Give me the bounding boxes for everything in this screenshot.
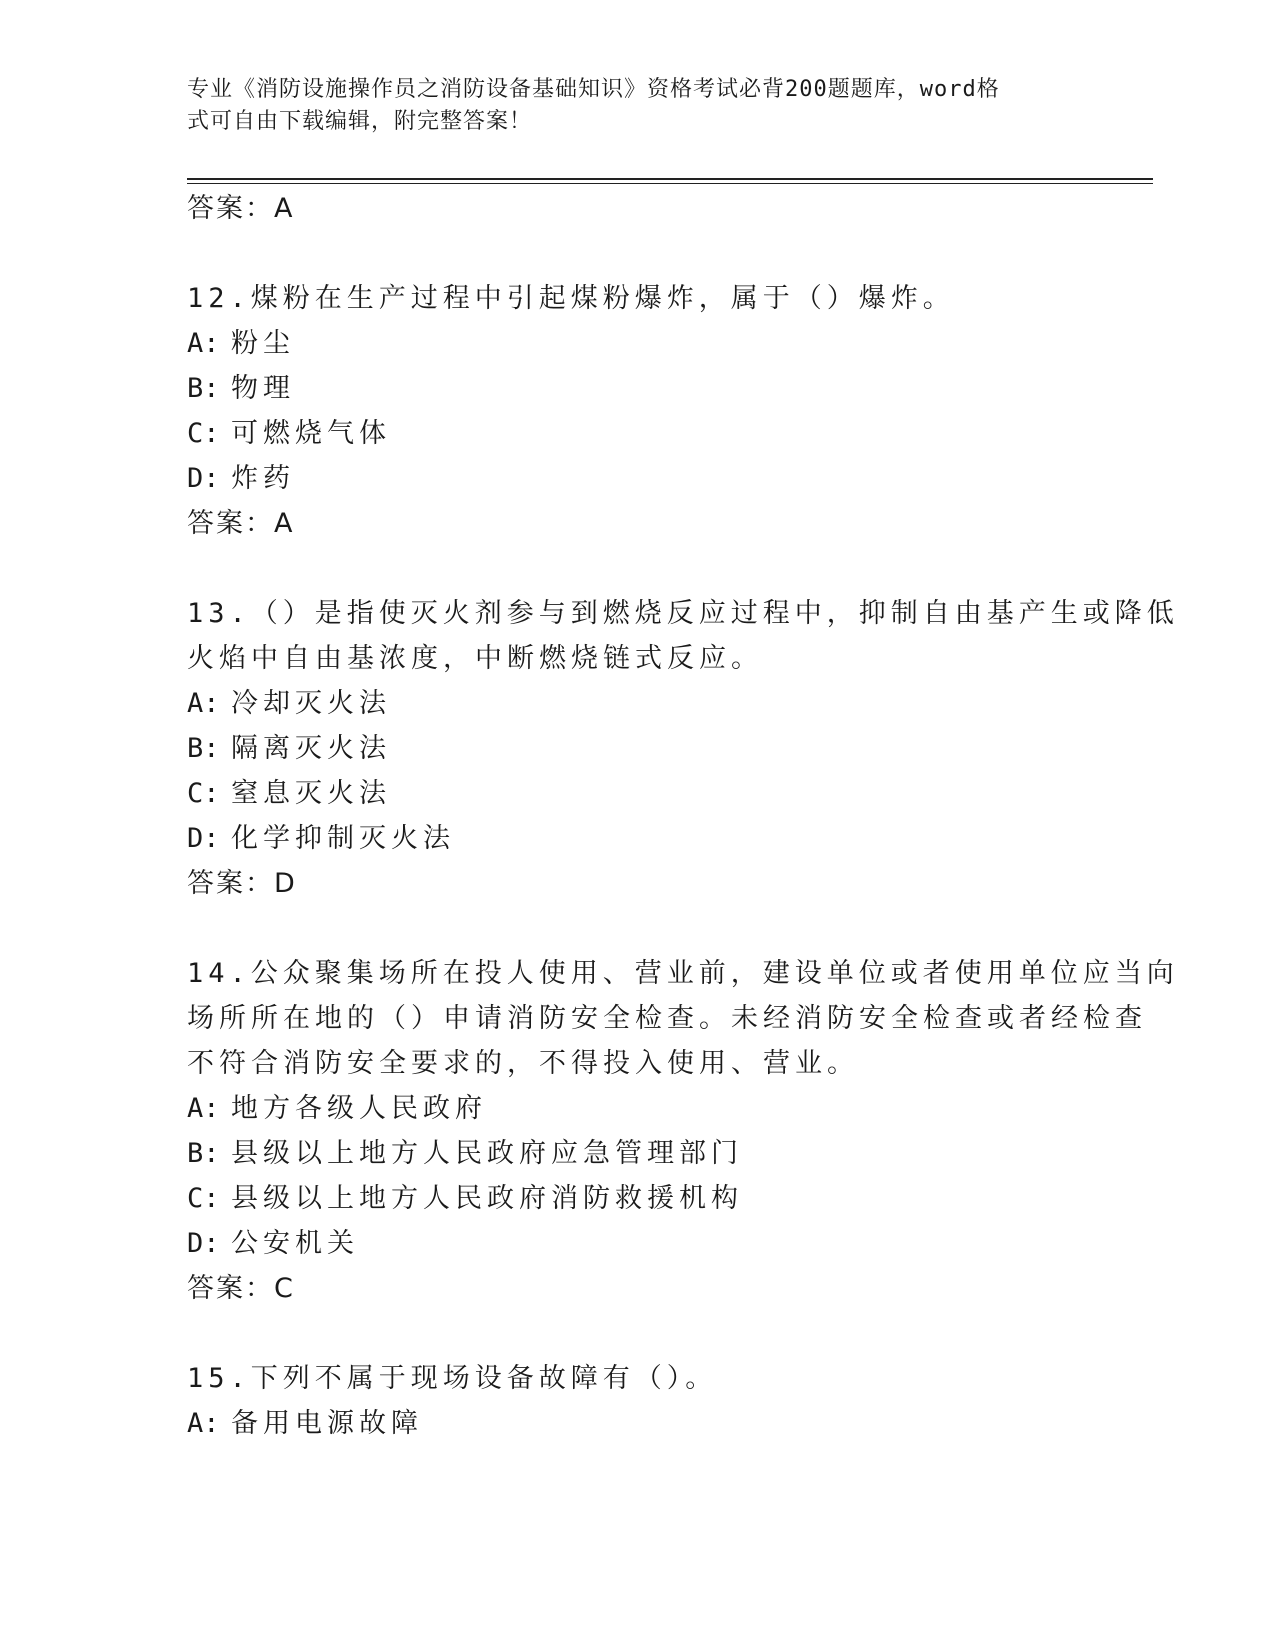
option-text: 冷却灭火法 <box>231 688 391 719</box>
option-key: C: <box>187 1183 220 1214</box>
previous-answer: 答案：A <box>187 193 295 224</box>
option-text: 公安机关 <box>231 1228 359 1259</box>
option-text: 备用电源故障 <box>231 1408 423 1439</box>
option-key: C: <box>187 778 220 809</box>
option-text: 地方各级人民政府 <box>231 1093 487 1124</box>
answer-line: 答案：D <box>187 868 297 899</box>
question-14 <box>187 951 1179 1311</box>
option-key: C: <box>187 418 220 449</box>
answer-line: 答案：A <box>187 508 295 539</box>
option-b <box>187 726 1087 771</box>
option-d <box>187 1221 1087 1266</box>
option-key: B: <box>187 373 220 404</box>
option-c <box>187 411 1087 456</box>
spacer <box>187 906 1087 951</box>
spacer <box>187 1311 1087 1356</box>
question-text: 15.下列不属于现场设备故障有（）。 <box>187 1363 718 1394</box>
option-key: A: <box>187 328 220 359</box>
option-key: A: <box>187 1093 220 1124</box>
header-divider-thick <box>187 178 1153 180</box>
option-text: 可燃烧气体 <box>231 418 391 449</box>
question-text: 不符合消防安全要求的，不得投入使用、营业。 <box>187 1048 859 1079</box>
question-15 <box>187 1356 1087 1446</box>
question-text: 14.公众聚集场所在投人使用、营业前，建设单位或者使用单位应当向 <box>187 958 1179 989</box>
header-divider-thin <box>187 183 1153 184</box>
option-key: B: <box>187 733 220 764</box>
option-a <box>187 1086 1087 1131</box>
question-text: 场所所在地的（）申请消防安全检查。未经消防安全检查或者经检查 <box>187 1003 1147 1034</box>
spacer <box>187 546 1087 591</box>
option-key: D: <box>187 463 220 494</box>
spacer <box>187 231 1087 276</box>
question-text: 火焰中自由基浓度，中断燃烧链式反应。 <box>187 643 763 674</box>
document-body <box>187 186 1179 1446</box>
option-key: D: <box>187 1228 220 1259</box>
option-key: A: <box>187 1408 220 1439</box>
question-text: 13.（）是指使灭火剂参与到燃烧反应过程中，抑制自由基产生或降低 <box>187 598 1179 629</box>
option-c <box>187 1176 1087 1221</box>
option-key: B: <box>187 1138 220 1169</box>
option-text: 县级以上地方人民政府消防救援机构 <box>231 1183 743 1214</box>
option-text: 粉尘 <box>231 328 295 359</box>
option-text: 隔离灭火法 <box>231 733 391 764</box>
question-13 <box>187 591 1179 906</box>
option-text: 县级以上地方人民政府应急管理部门 <box>231 1138 743 1169</box>
option-a <box>187 681 1087 726</box>
option-text: 炸药 <box>231 463 295 494</box>
question-12 <box>187 276 1087 546</box>
option-d <box>187 456 1087 501</box>
option-b <box>187 366 1087 411</box>
option-d <box>187 816 1087 861</box>
option-key: D: <box>187 823 220 854</box>
header-line-1: 专业《消防设施操作员之消防设备基础知识》资格考试必背200题题库，word格 <box>187 77 1000 102</box>
option-a <box>187 1401 1087 1446</box>
option-text: 物理 <box>231 373 295 404</box>
document-header <box>187 74 1067 138</box>
option-b <box>187 1131 1087 1176</box>
option-text: 窒息灭火法 <box>231 778 391 809</box>
answer-line: 答案：C <box>187 1273 295 1304</box>
option-c <box>187 771 1087 816</box>
question-text: 12.煤粉在生产过程中引起煤粉爆炸，属于（）爆炸。 <box>187 283 955 314</box>
option-key: A: <box>187 688 220 719</box>
option-a <box>187 321 1087 366</box>
option-text: 化学抑制灭火法 <box>231 823 455 854</box>
header-line-2: 式可自由下载编辑，附完整答案！ <box>187 109 533 134</box>
